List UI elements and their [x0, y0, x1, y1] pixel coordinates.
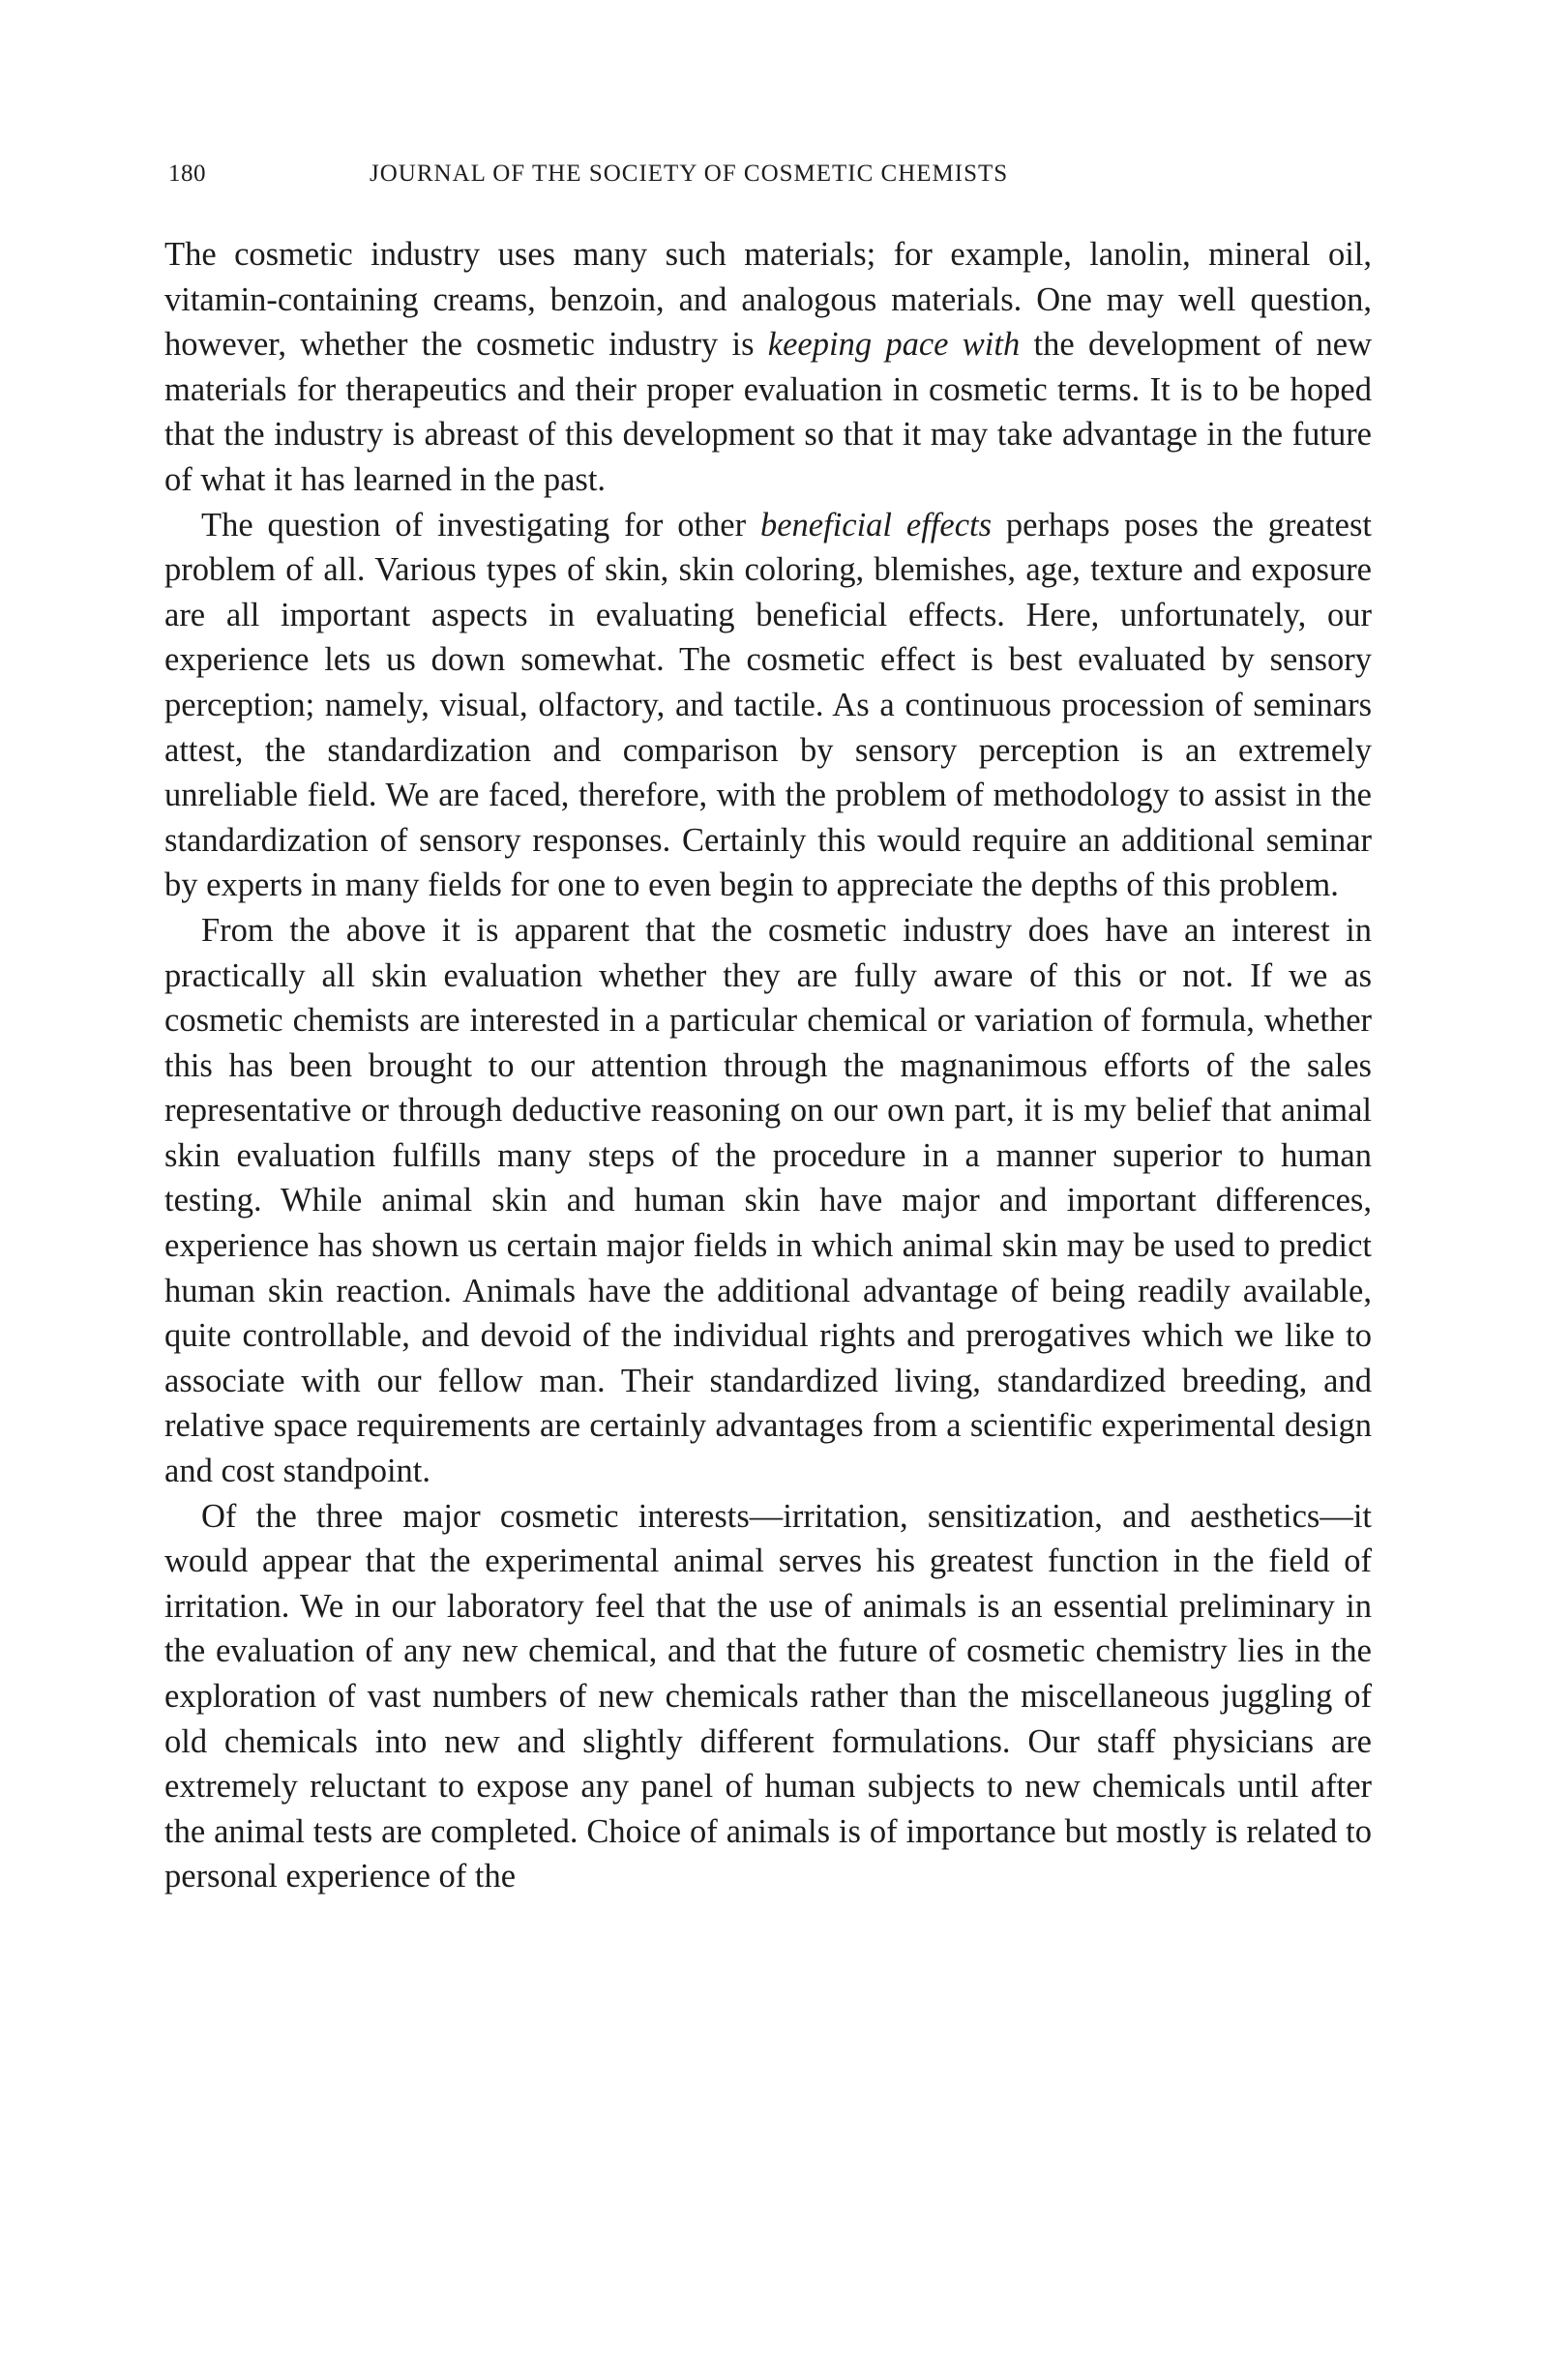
paragraph-3: From the above it is apparent that the cosmetic industry does have an interest in practically all skin evaluation whether they are fully aware of this or not. If we as cosmetic chemists are interested in a particular chemical or variation of formula, whether this has been brought to our attention through the magnanimous efforts of the sales representative or through deductive reasoning on our own part, it is my belief that animal skin evaluation fulfills many steps of the procedure in a manner superior to human testing. While animal skin and human skin have major and important differences, experience has shown us certain major fields in which animal skin may be used to predict human skin reaction. Animals have the additional advantage of being readily available, quite controllable, and devoid of the individual rights and prerogatives which we like to associate with our fellow man. Their standardized living, standardized breeding, and relative space requirements are certainly advantages from a scientific experimental design and cost standpoint. [164, 911, 1372, 1490]
running-head [164, 155, 1374, 193]
paragraph-2-text-a: The question of investigating for other [201, 506, 760, 544]
paragraph-1-emphasis: keeping pace with [767, 326, 1021, 364]
paragraph-2-emphasis: beneficial effects [759, 506, 993, 544]
paragraph-4: Of the three major cosmetic interests—irritation, sensitization, and aesthetics—it would appear that the experimental animal serves his greatest function in the field of irritation. We in our laboratory feel that the use of animals is an essential preliminary in the evaluation of any new chemical, and that the future of cosmetic chemistry lies in the exploration of vast numbers of new chemicals rather than the miscellaneous juggling of old chemicals into new and slightly different formulations. Our staff physicians are extremely reluctant to expose any panel of human subjects to new chemicals until after the animal tests are completed. Choice of animals is of importance but mostly is related to personal experience of the [164, 1497, 1372, 1895]
article-body [164, 232, 1372, 1899]
page-number: 180 [168, 161, 206, 187]
paragraph-1 [164, 232, 1372, 503]
paragraph-1-text-a: The cosmetic industry uses many such materials; for example, lanolin, mineral oil, vitamin-containing creams, benzoin, and analogous materials. One may well question, however, whether the cosmetic industry is [164, 236, 1372, 364]
paragraph-1-text-b: the development of new materials for therapeutics and their proper evaluation in cosmetic terms. It is to be hoped that the industry is abreast of this development so that it may take advantage in the future of what it has learned in the past. [164, 326, 1372, 498]
journal-title: JOURNAL OF THE SOCIETY OF COSMETIC CHEMISTS [370, 161, 1009, 187]
paragraph-2 [164, 503, 1372, 908]
paragraph-2-text-b: perhaps poses the greatest problem of all. Various types of skin, skin coloring, blemishes, age, texture and exposure are all important aspects in evaluating beneficial effects. Here, unfortunately, our experience lets us down somewhat. The cosmetic effect is best evaluated by sensory perception; namely, visual, olfactory, and tactile. As a continuous procession of seminars attest, the standardization and comparison by sensory perception is an extremely unreliable field. We are faced, therefore, with the problem of methodology to assist in the standardization of sensory responses. Certainly this would require an additional seminar by experts in many fields for one to even begin to appreciate the depths of this problem. [164, 506, 1372, 904]
